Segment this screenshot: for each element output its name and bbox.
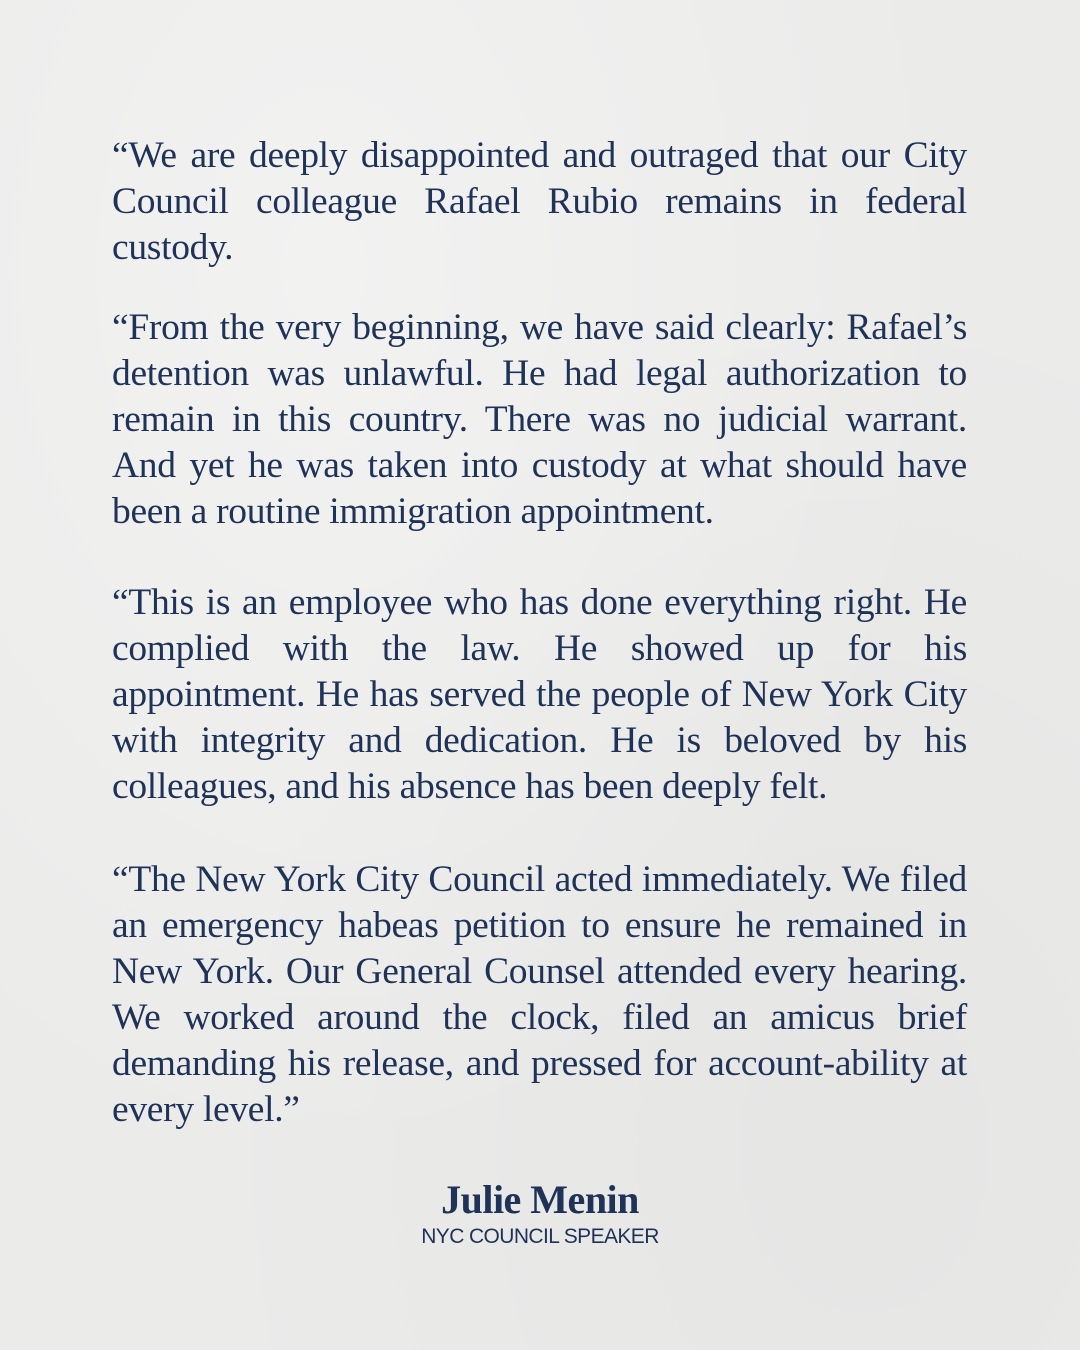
statement-paragraph-3: “This is an employee who has done everything right. He complied with the law. He showed up for his appointment. He has served the people of New York City with integrity and dedication. He is beloved by his colleagues, and his absence has been deeply felt.: [112, 582, 967, 807]
signature-name: Julie Menin: [441, 1177, 639, 1222]
signature-block: [0, 1176, 1080, 1250]
statement-paragraph-4: “The New York City Council acted immediately. We filed an emergency habeas petition to ensure he remained in New York. Our General Counsel attended every hearing. We worked around the clock, filed an amicus brief demanding his release, and pressed for account-ability at every level.”: [112, 859, 967, 1130]
statement-paragraph-2: “From the very beginning, we have said clearly: Rafael’s detention was unlawful. He had legal authorization to remain in this country. There was no judicial warrant. And yet he was taken into custody at what should have been a routine immigration appointment.: [112, 307, 967, 532]
signature-title: NYC COUNCIL SPEAKER: [421, 1225, 659, 1248]
statement-body: [112, 133, 967, 1133]
statement-paragraph-1: “We are deeply disappointed and outraged that our City Council colleague Rafael Rubio remains in federal custody.: [112, 135, 967, 268]
